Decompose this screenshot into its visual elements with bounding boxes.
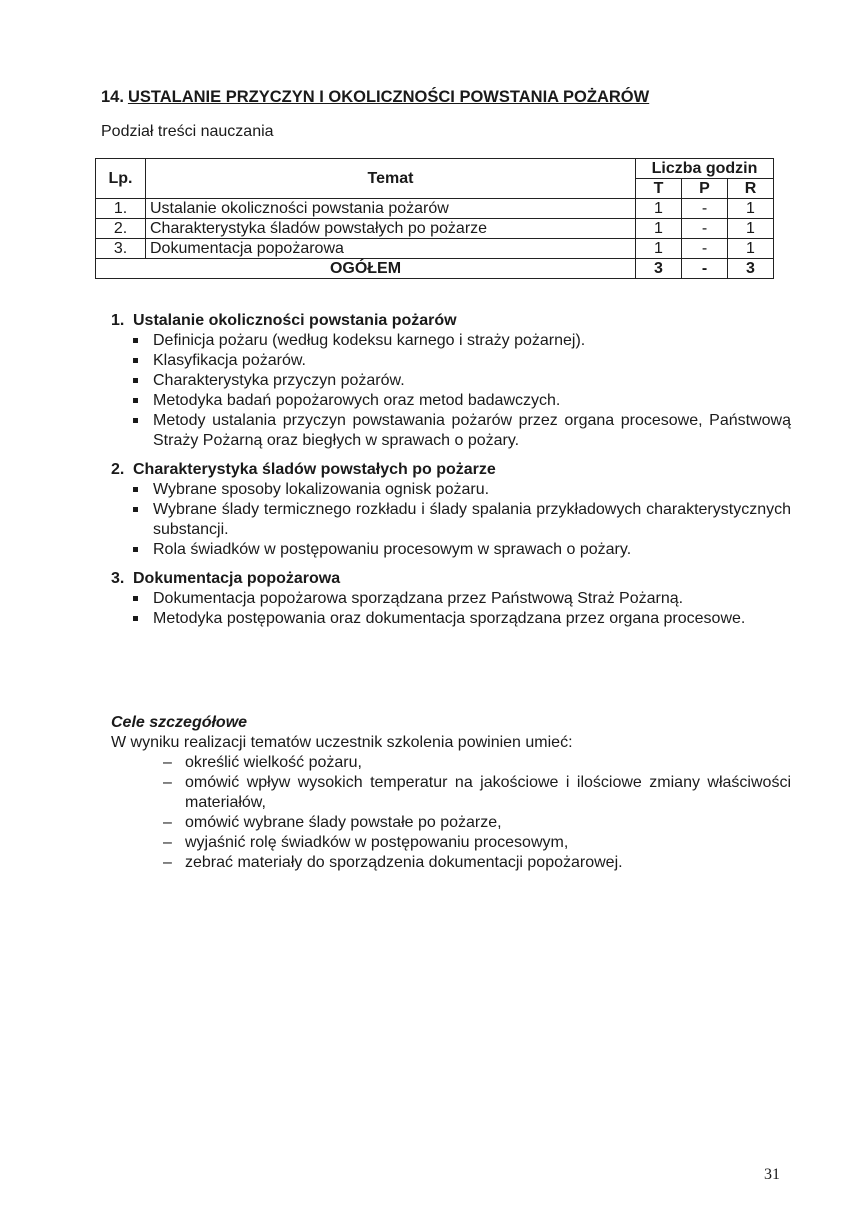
- section: [111, 311, 791, 451]
- section-title: [111, 569, 791, 589]
- table-row: [96, 239, 774, 259]
- section-number: 1.: [111, 312, 125, 329]
- section-number: 2.: [111, 461, 125, 478]
- list-item-text: określić wielkość pożaru,: [185, 754, 362, 771]
- list-item-text: Dokumentacja popożarowa sporządzana przez Państwową Straż Pożarną.: [153, 590, 684, 607]
- header-topic: Temat: [146, 159, 636, 199]
- bullet-list: [111, 480, 791, 560]
- list-item: [131, 331, 791, 351]
- header-r: R: [728, 179, 774, 199]
- section-number: 3.: [111, 570, 125, 587]
- heading-number: 14.: [101, 88, 124, 106]
- row-r: 1: [728, 219, 774, 239]
- dash-list: [111, 753, 791, 873]
- row-lp: 3.: [96, 239, 146, 259]
- list-item: [161, 813, 791, 833]
- list-item: [161, 773, 791, 813]
- table-total-row: [96, 259, 774, 279]
- dash-icon: –: [163, 854, 172, 871]
- square-bullet-icon: [133, 338, 138, 343]
- section-title-text: Dokumentacja popożarowa: [133, 570, 341, 587]
- goals-intro: W wyniku realizacji tematów uczestnik szkolenia powinien umieć:: [111, 734, 573, 751]
- table-row: [96, 219, 774, 239]
- list-item-text: omówić wpływ wysokich temperatur na jakościowe i ilościowe zmiany właściwości materiałów,: [185, 774, 791, 811]
- section-title-text: Charakterystyka śladów powstałych po pożarze: [133, 461, 496, 478]
- dash-icon: –: [163, 834, 172, 851]
- header-hours: Liczba godzin: [636, 159, 774, 179]
- row-p: -: [682, 239, 728, 259]
- list-item-text: Klasyfikacja pożarów.: [153, 352, 306, 369]
- dash-icon: –: [163, 754, 172, 771]
- list-item-text: Wybrane sposoby lokalizowania ognisk pożaru.: [153, 481, 490, 498]
- row-topic: Charakterystyka śladów powstałych po pożarze: [146, 219, 636, 239]
- row-r: 1: [728, 199, 774, 219]
- list-item: [131, 500, 791, 540]
- list-item: [161, 753, 791, 773]
- list-item: [131, 589, 791, 609]
- square-bullet-icon: [133, 398, 138, 403]
- goals-section: [111, 713, 791, 873]
- row-topic: Dokumentacja popożarowa: [146, 239, 636, 259]
- dash-icon: –: [163, 774, 172, 791]
- list-item: [131, 609, 791, 629]
- header-t: T: [636, 179, 682, 199]
- heading-title: USTALANIE PRZYCZYN I OKOLICZNOŚCI POWSTANIA POŻARÓW: [127, 88, 650, 106]
- bullet-list: [111, 331, 791, 451]
- square-bullet-icon: [133, 596, 138, 601]
- square-bullet-icon: [133, 507, 138, 512]
- total-p: -: [682, 259, 728, 279]
- square-bullet-icon: [133, 358, 138, 363]
- header-lp: Lp.: [96, 159, 146, 199]
- section: [111, 460, 791, 560]
- page-number: 31: [764, 1166, 780, 1183]
- list-item: [131, 540, 791, 560]
- row-t: 1: [636, 199, 682, 219]
- list-item-text: Wybrane ślady termicznego rozkładu i ślady spalania przykładowych charakterystycznych substancji.: [153, 501, 791, 538]
- square-bullet-icon: [133, 487, 138, 492]
- row-t: 1: [636, 219, 682, 239]
- row-lp: 1.: [96, 199, 146, 219]
- list-item-text: wyjaśnić rolę świadków w postępowaniu procesowym,: [185, 834, 569, 851]
- header-p: P: [682, 179, 728, 199]
- list-item: [131, 411, 791, 451]
- row-t: 1: [636, 239, 682, 259]
- list-item: [131, 480, 791, 500]
- hours-table: [95, 158, 774, 279]
- list-item-text: zebrać materiały do sporządzenia dokumentacji popożarowej.: [185, 854, 623, 871]
- list-item-text: Rola świadków w postępowaniu procesowym w sprawach o pożary.: [153, 541, 632, 558]
- list-item: [161, 853, 791, 873]
- total-r: 3: [728, 259, 774, 279]
- list-item: [161, 833, 791, 853]
- section: [111, 569, 791, 629]
- bullet-list: [111, 589, 791, 629]
- square-bullet-icon: [133, 547, 138, 552]
- content-sections: [111, 311, 791, 638]
- section-title: [111, 460, 791, 480]
- row-p: -: [682, 219, 728, 239]
- list-item-text: Definicja pożaru (według kodeksu karnego i straży pożarnej).: [153, 332, 586, 349]
- row-r: 1: [728, 239, 774, 259]
- total-label: OGÓŁEM: [96, 259, 636, 279]
- section-title: [111, 311, 791, 331]
- table-row: [96, 199, 774, 219]
- subheading: Podział treści nauczania: [101, 123, 274, 140]
- table-header-row: [96, 159, 774, 179]
- list-item: [131, 351, 791, 371]
- row-p: -: [682, 199, 728, 219]
- total-t: 3: [636, 259, 682, 279]
- square-bullet-icon: [133, 418, 138, 423]
- list-item-text: Metodyka postępowania oraz dokumentacja sporządzana przez organa procesowe.: [153, 610, 746, 627]
- page-heading: [101, 88, 649, 107]
- section-title-text: Ustalanie okoliczności powstania pożarów: [133, 312, 457, 329]
- list-item-text: omówić wybrane ślady powstałe po pożarze,: [185, 814, 502, 831]
- square-bullet-icon: [133, 378, 138, 383]
- list-item-text: Charakterystyka przyczyn pożarów.: [153, 372, 405, 389]
- list-item-text: Metody ustalania przyczyn powstawania pożarów przez organa procesowe, Państwową Straży Pożarną oraz biegłych w sprawach o pożary.: [153, 412, 791, 449]
- row-lp: 2.: [96, 219, 146, 239]
- list-item: [131, 391, 791, 411]
- list-item: [131, 371, 791, 391]
- goals-title: Cele szczegółowe: [111, 714, 248, 731]
- square-bullet-icon: [133, 616, 138, 621]
- dash-icon: –: [163, 814, 172, 831]
- list-item-text: Metodyka badań popożarowych oraz metod badawczych.: [153, 392, 561, 409]
- row-topic: Ustalanie okoliczności powstania pożarów: [146, 199, 636, 219]
